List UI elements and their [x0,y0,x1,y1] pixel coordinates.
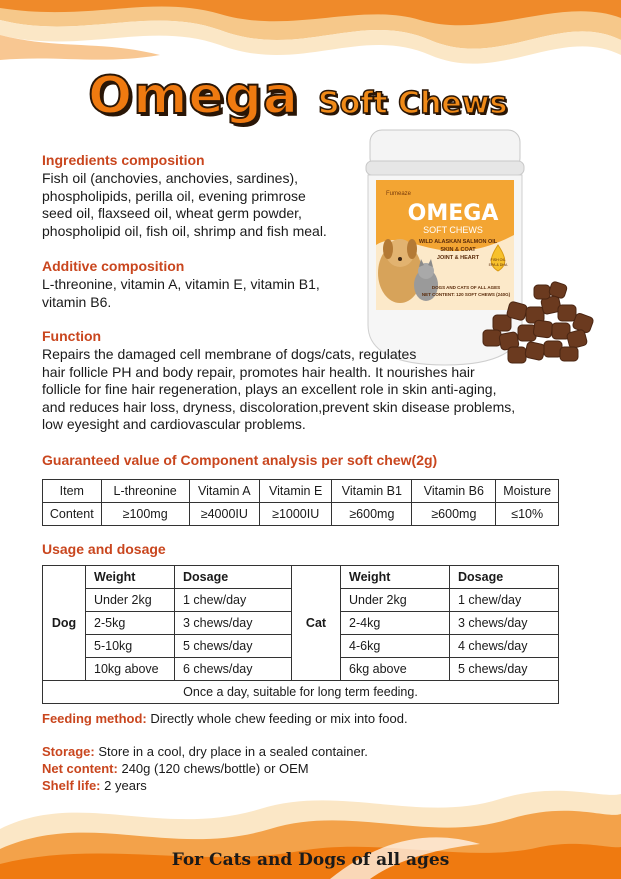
feeding-value: Directly whole chew feeding or mix into food. [150,711,408,726]
usage-heading: Usage and dosage [42,541,166,557]
guaranteed-heading: Guaranteed value of Component analysis per soft chew(2g) [42,452,438,468]
dog-dosage-header: Dosage [175,566,292,589]
dog-illustration [378,239,422,303]
additive-heading: Additive composition [42,258,185,274]
function-line: Repairs the damaged cell membrane of dogs/cats, regulates [42,346,417,362]
jar-subtitle: SOFT CHEWS [423,225,483,235]
table-cell: ≤10% [496,503,559,526]
ingredients-line: phospholipids, perilla oil, evening primrose [42,187,306,204]
shelf-label: Shelf life: [42,778,101,793]
function-text [42,346,515,434]
title-omega: Omega [88,66,299,126]
table-cell: ≥600mg [332,503,412,526]
table-cell: 5 chews/day [450,658,559,681]
table-cell: L-threonine [101,480,189,503]
feeding-label: Feeding method: [42,711,147,726]
function-line: and reduces hair loss, dryness, discoloration,prevent skin disease problems, [42,398,516,415]
table-cell: Item [43,480,102,503]
table-cell: ≥4000IU [189,503,259,526]
dog-weight-header: Weight [86,566,175,589]
product-jar-image [358,125,608,375]
net-label: Net content: [42,761,118,776]
table-cell: Vitamin A [189,480,259,503]
table-row [43,681,559,704]
table-row [43,566,559,589]
jar-line2: SKIN & COAT [440,247,476,253]
table-cell: 6kg above [341,658,450,681]
function-line: low eyesight and cardiovascular problems. [42,416,306,432]
ingredients-line: seed oil, flaxseed oil, wheat germ powder, [42,205,302,221]
table-cell: 6 chews/day [175,658,292,681]
table-cell: Content [43,503,102,526]
storage [42,744,368,759]
table-cell: Vitamin B6 [412,480,496,503]
jar-bottom1: DOGS AND CATS OF ALL AGES [431,285,501,290]
table-cell: ≥1000IU [260,503,332,526]
jar-line3: JOINT & HEART [436,255,480,261]
table-cell: 5-10kg [86,635,175,658]
storage-value: Store in a cool, dry place in a sealed container. [98,744,368,759]
table-cell: 1 chew/day [175,589,292,612]
additive-text [42,276,320,311]
usage-dosage-table [42,565,559,704]
table-cell: 2-4kg [341,612,450,635]
table-cell: 2-5kg [86,612,175,635]
ingredients-text [42,170,327,240]
usage-note: Once a day, suitable for long term feeding. [43,681,559,704]
jar-line1: WILD ALASKAN SALMON OIL [418,239,498,245]
table-cell: Vitamin B1 [332,480,412,503]
title-soft-chews: Soft Chews [318,86,508,121]
footer-tagline: For Cats and Dogs of all ages [171,850,450,870]
table-cell: 3 chews/day [175,612,292,635]
table-cell: ≥600mg [412,503,496,526]
cat-label: Cat [292,566,341,681]
function-line: follicle for fine hair regeneration, plays an excellent role in skin anti-aging, [42,381,497,397]
table-cell: 5 chews/day [175,635,292,658]
table-cell: 3 chews/day [450,612,559,635]
table-row [43,503,559,526]
ingredients-line: phospholipid oil, fish oil, shrimp and fish meal. [42,222,327,239]
table-cell: 1 chew/day [450,589,559,612]
dog-label: Dog [43,566,86,681]
feeding-method [42,711,408,726]
table-cell: Moisture [496,480,559,503]
jar-title: OMEGA [407,201,499,226]
ingredients-line: Fish oil (anchovies, anchovies, sardines), [42,170,299,186]
function-heading: Function [42,328,102,344]
table-cell: 10kg above [86,658,175,681]
net-value: 240g (120 chews/bottle) or OEM [121,761,309,776]
shelf-value: 2 years [104,778,147,793]
component-analysis-table [42,479,559,526]
jar-badge1: FISH OIL [490,258,506,262]
jar-badge2: EPA & DHA [488,263,508,267]
table-header-row [43,480,559,503]
function-line: hair follicle PH and body repair, promotes hair health. It nourishes hair [42,363,475,380]
storage-label: Storage: [42,744,95,759]
cat-weight-header: Weight [341,566,450,589]
jar-brand: Fumeaze [386,191,412,197]
table-cell: 4-6kg [341,635,450,658]
table-cell: Under 2kg [86,589,175,612]
additive-line: vitamin B6. [42,293,112,310]
ingredients-heading: Ingredients composition [42,152,205,168]
table-cell: ≥100mg [101,503,189,526]
table-cell: Vitamin E [260,480,332,503]
cat-dosage-header: Dosage [450,566,559,589]
additive-line: L-threonine, vitamin A, vitamin E, vitamin B1, [42,276,320,292]
table-cell: Under 2kg [341,589,450,612]
jar-bottom2: NET CONTENT: 120 SOFT CHEWS (240G) [421,292,511,297]
table-cell: 4 chews/day [450,635,559,658]
